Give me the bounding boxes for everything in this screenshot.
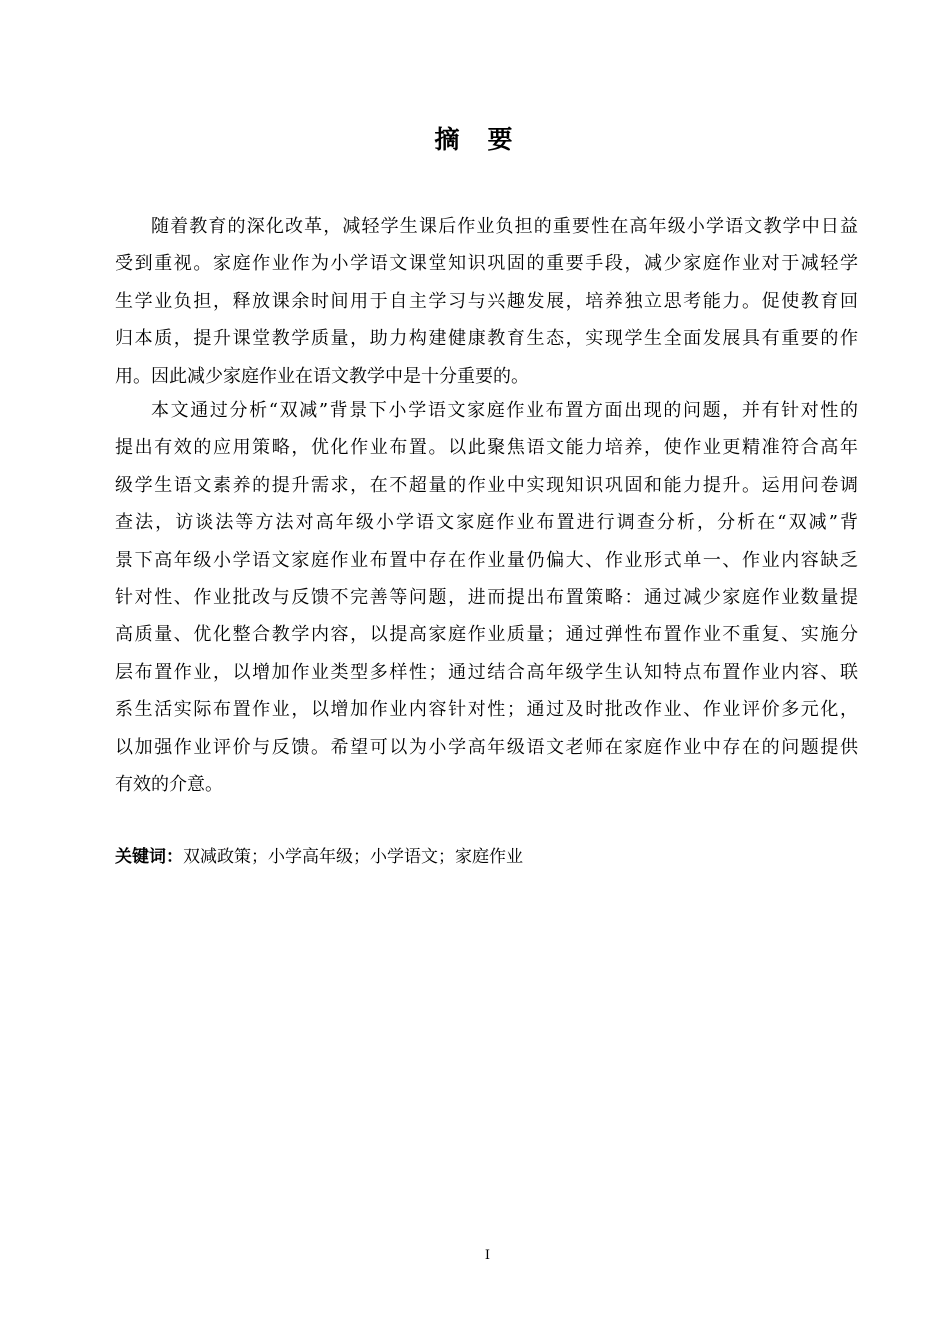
paragraph-line: 有效的介意。 (115, 774, 223, 795)
paragraph-line: 层布置作业，以增加作业类型多样性；通过结合高年级学生认知特点布置作业内容、联 (115, 661, 858, 683)
page-number: I (484, 1248, 491, 1263)
page-title: 摘要 (434, 125, 541, 154)
keywords-value: 双减政策；小学高年级；小学语文；家庭作业 (183, 847, 523, 867)
paragraph-line: 提出有效的应用策略，优化作业布置。以此聚焦语文能力培养，使作业更精准符合高年 (115, 437, 858, 459)
paragraph-line: 受到重视。家庭作业作为小学语文课堂知识巩固的重要手段，减少家庭作业对于减轻学 (115, 253, 858, 275)
paragraph-line: 用。因此减少家庭作业在语文教学中是十分重要的。 (115, 365, 529, 387)
paragraph-line: 级学生语文素养的提升需求，在不超量的作业中实现知识巩固和能力提升。运用问卷调 (115, 474, 858, 496)
paragraph-line: 本文通过分析“双减”背景下小学语文家庭作业布置方面出现的问题，并有针对性的 (151, 400, 858, 421)
keywords-label: 关键词： (115, 847, 183, 867)
paragraph-line: 归本质，提升课堂教学质量，助力构建健康教育生态，实现学生全面发展具有重要的作 (115, 328, 858, 350)
paragraph-line: 针对性、作业批改与反馈不完善等问题，进而提出布置策略：通过减少家庭作业数量提 (115, 587, 858, 608)
keywords (115, 845, 523, 869)
paragraph-line: 以加强作业评价与反馈。希望可以为小学高年级语文老师在家庭作业中存在的问题提供 (115, 736, 858, 758)
paragraph-line: 高质量、优化整合教学内容，以提高家庭作业质量；通过弹性布置作业不重复、实施分 (115, 624, 858, 646)
paragraph-line: 系生活实际布置作业，以增加作业内容针对性；通过及时批改作业、作业评价多元化， (115, 699, 858, 721)
paragraph-line: 景下高年级小学语文家庭作业布置中存在作业量仍偏大、作业形式单一、作业内容缺乏 (115, 549, 858, 571)
paragraph-line: 查法，访谈法等方法对高年级小学语文家庭作业布置进行调查分析，分析在“双减”背 (115, 512, 858, 534)
paragraph-line: 生学业负担，释放课余时间用于自主学习与兴趣发展，培养独立思考能力。促使教育回 (115, 290, 858, 312)
paragraph-line: 随着教育的深化改革，减轻学生课后作业负担的重要性在高年级小学语文教学中日益 (151, 216, 858, 237)
